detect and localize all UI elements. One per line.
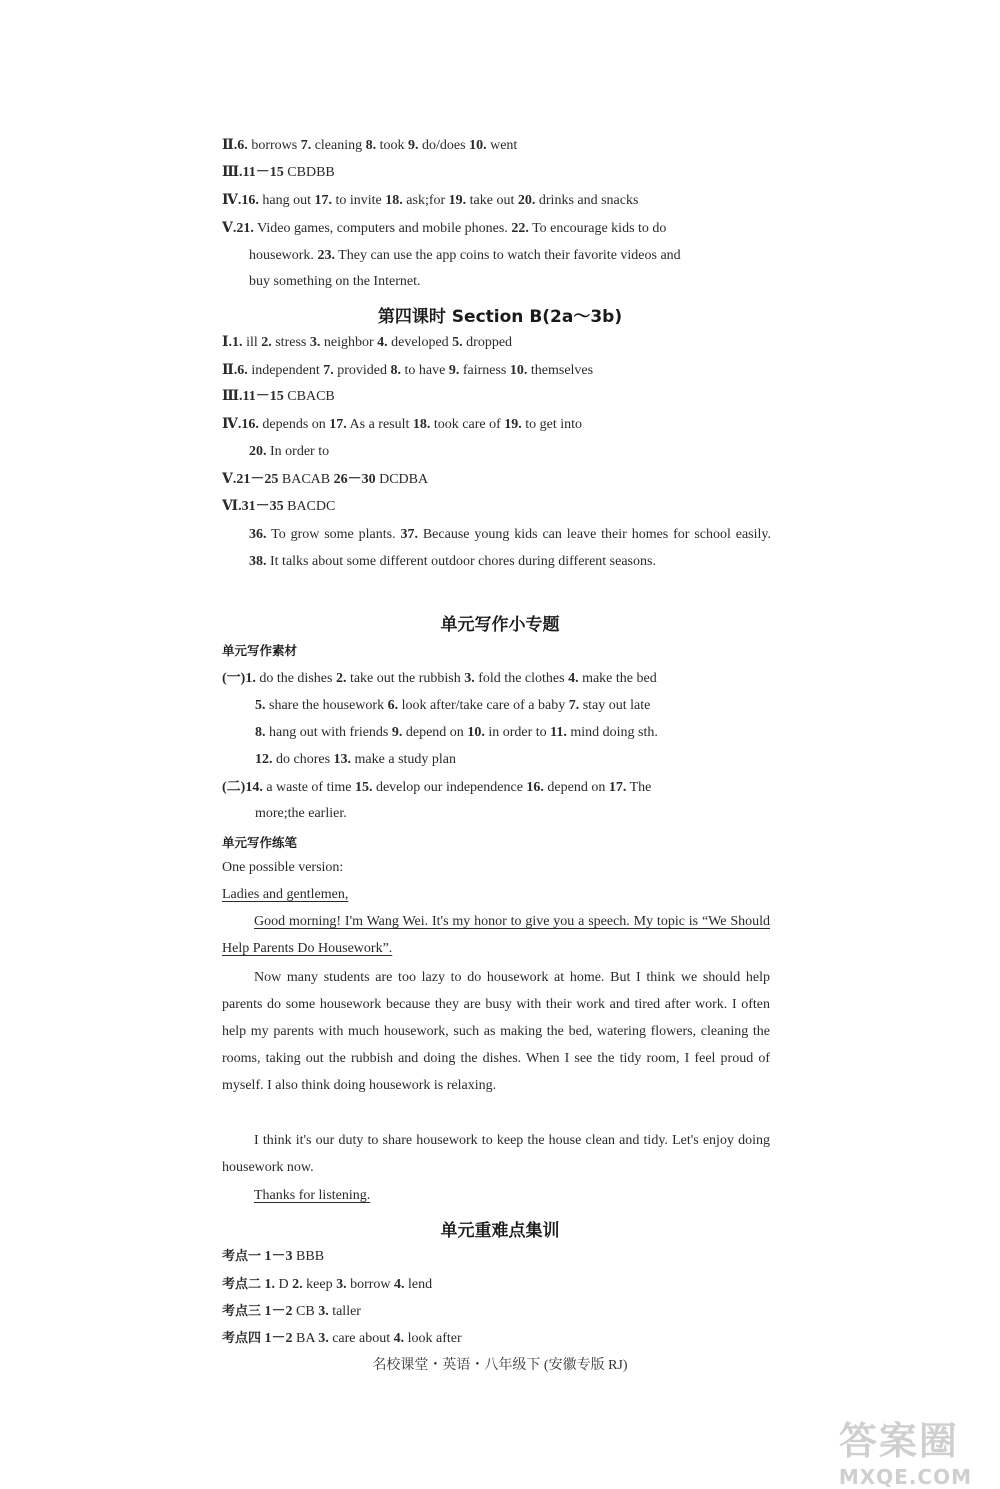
essay-paragraph: Now many students are too lazy to do housework at home. But I think we should help parents do some housework because they are busy with their work and tired after work. I often help my parents with much housework, such as making the bed, watering flowers, cleaning the rooms, taking out the rubbish and doing the dishes. When I see the tidy room, I feel proud of myself. I also think doing housework is relaxing. [222,970,770,1093]
essay-intro: One possible version: [222,860,344,875]
answer-line: buy something on the Internet. [249,274,421,289]
sub-heading: 单元写作素材 [222,643,298,658]
section-heading: 单元重难点集训 [440,1221,560,1241]
answer-line: Ⅱ.6. independent 7. provided 8. to have 9. fairness 10. themselves [222,363,594,378]
watermark-text: 答案圈 [838,1419,959,1463]
answer-line: 考点四 1－2 BA 3. care about 4. look after [222,1331,462,1346]
answer-line: more;the earlier. [255,806,347,821]
answer-line: Ⅱ.6. borrows 7. cleaning 8. took 9. do/does 10. went [222,138,518,153]
section-heading: 第四课时 Section B(2a～3b) [377,307,623,327]
answer-line: 5. share the housework 6. look after/take care of a baby 7. stay out late [255,698,651,713]
essay-paragraph: I think it's our duty to share housework to keep the house clean and tidy. Let's enjoy doing housework now. [222,1133,770,1175]
answer-line: Ⅴ.21－25 BACAB 26－30 DCDBA [222,472,429,487]
answer-line: 考点二 1. D 2. keep 3. borrow 4. lend [222,1277,433,1292]
answer-line: (一)1. do the dishes 2. take out the rubbish 3. fold the clothes 4. make the bed [222,671,657,686]
answer-line: Ⅲ.11－15 CBACB [222,389,335,404]
answer-line: 考点一 1－3 BBB [222,1249,325,1264]
answer-line: Ⅳ.16. hang out 17. to invite 18. ask;for 19. take out 20. drinks and snacks [222,193,639,208]
answer-line: Ⅴ.21. Video games, computers and mobile phones. 22. To encourage kids to do [222,221,667,236]
answer-paragraph: 36. To grow some plants. 37. Because young kids can leave their homes for school easily. 38. It talks about some different outdoor chores during different seasons. [249,527,771,569]
answer-line: 考点三 1－2 CB 3. taller [222,1304,361,1319]
answer-line: 8. hang out with friends 9. depend on 10. in order to 11. mind doing sth. [255,725,658,740]
answer-line: 20. In order to [249,444,330,459]
sub-heading: 单元写作练笔 [222,835,298,850]
essay-closing: Thanks for listening. [254,1188,371,1203]
watermark-logo [839,1410,972,1489]
answer-line: Ⅰ.1. ill 2. stress 3. neighbor 4. developed 5. dropped [222,335,513,350]
answer-line: Ⅳ.16. depends on 17. As a result 18. took care of 19. to get into [222,417,583,432]
answer-line: Ⅲ.11－15 CBDBB [222,165,335,180]
answer-line: housework. 23. They can use the app coins to watch their favorite videos and [249,248,681,263]
section-heading: 单元写作小专题 [440,615,560,635]
essay-paragraph: Good morning! I'm Wang Wei. It's my honor to give you a speech. My topic is “We Should Help Parents Do Housework”. [222,914,770,956]
page-footer: 名校课堂・英语・八年级下 (安徽专版 RJ) [372,1358,628,1373]
answer-line: 12. do chores 13. make a study plan [255,752,457,767]
answer-line: Ⅵ.31－35 BACDC [222,499,336,514]
answer-line: (二)14. a waste of time 15. develop our independence 16. depend on 17. The [222,780,652,795]
essay-greeting: Ladies and gentlemen, [222,887,349,902]
watermark-url: MXQE.COM [838,1465,972,1489]
